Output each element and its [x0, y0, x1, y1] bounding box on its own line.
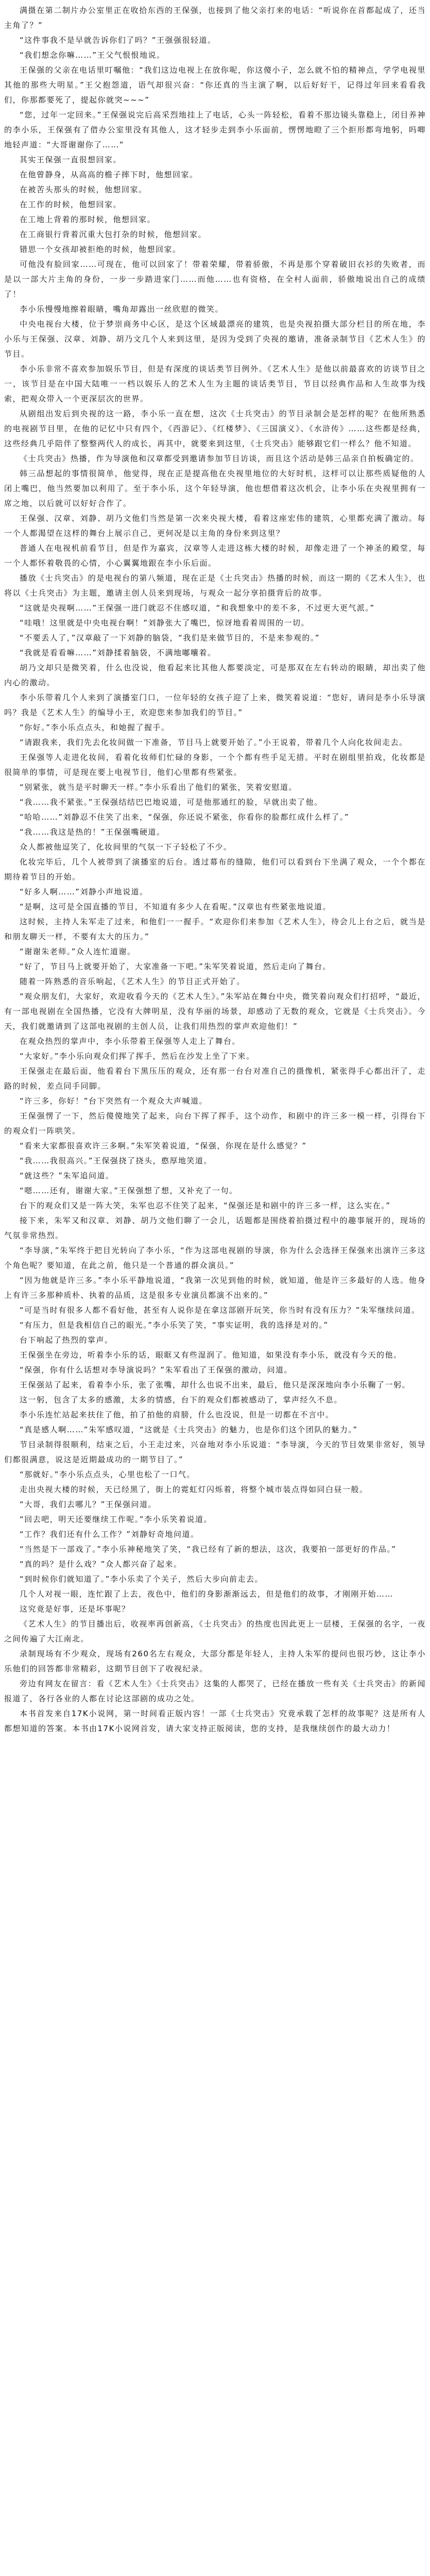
paragraph: “你好。”李小乐点点头，和她握了握手。: [20, 723, 170, 732]
paragraph: “这就是央视啊……”王保强一进门就忍不住感叹道，“和我想象中的差不多，不过更大更气派。”: [20, 603, 375, 613]
paragraph: “我就是看看嘛……”刘静揉着脑袋，不满地嘟囔着。: [20, 648, 216, 657]
paragraph: “我们想念你嘛……”王父气恨恨地说。: [20, 50, 165, 60]
paragraph: “许三多，你好！”台下突然有一个观众大声喊道。: [20, 1096, 208, 1106]
paragraph: “好多人啊……”刘静小声地说道。: [20, 887, 148, 896]
paragraph: 这一躬，包含了太多的感激，太多的情感，台下的观众们都被感动了，掌声经久不息。: [20, 1395, 343, 1404]
paragraph: 在工商银行背着沉重大包打杂的时候，他想回家。: [20, 230, 207, 239]
paragraph: 普通人在电视机前看节目，但是作为嘉宾，汉章等人走进这栋大楼的时候，却像走进了一个神圣的殿堂，每一个人都怀着敬畏的心情，小心翼翼地跟在李小乐后面。: [4, 544, 426, 568]
paragraph: 王保强、汉章、刘静、胡乃文他们当然是第一次来央视大楼，看着这座宏伟的建筑，心里都充满了激动。每一个人都渴望在这样的舞台上展示自己，更何况是以主角的身份来到这里？: [4, 514, 426, 538]
paragraph: 《艺术人生》的节目播出后，收视率再创新高，《士兵突击》的热度也因此更上一层楼，王保强的名字，一夜之间传遍了大江南北。: [4, 1619, 426, 1643]
paragraph: “可是当时有很多人都不看好他，甚至有人说你是在拿这部剧开玩笑，你当时有没有压力？”朱军继续问道。: [20, 1306, 420, 1315]
paragraph: “我……我这是热的！”王保强嘴硬道。: [20, 827, 165, 837]
paragraph: “因为他就是许三多。”李小乐平静地说道，“我第一次见到他的时候，就知道，他是许三多最好的人选。他身上有许三多那种质朴、执着的品质，这是很多专业演员都演不出来的。”: [4, 1276, 426, 1300]
paragraph: 李小乐非常不喜欢参加娱乐节目，但是有深度的谈话类节目例外。《艺术人生》是他以前最喜欢的访谈节目之一，该节目是在中国大陆唯一一档以娱乐人的艺术人生为主题的谈话类节目，节目以经典作品和人生故事为线索，把观众带入一个更深层次的世界。: [4, 364, 426, 403]
paragraph: “当然是下一部戏了。”李小乐神秘地笑了笑，“我已经有了新的想法，这次，我要拍一部更好的作品。”: [20, 1545, 397, 1554]
paragraph: 王保强等人走进化妆间，看着化妆师们忙碌的身影，一个个都有些手足无措。平时在剧组里拍戏，化妆都是很简单的事情，可是现在要上电视节目，他们心里都有些紧张。: [4, 753, 426, 777]
paragraph: “大家好。”李小乐向观众们挥了挥手，然后在沙发上坐了下来。: [20, 1052, 255, 1061]
paragraph: “您，过年一定回来。”王保强说完后高采烈地挂上了电话，心头一阵轻松，看着不那边镜头靠稳上，闭目养神的李小乐，王保强有了借办公室里没有其他人，这才轻步走到李小乐面前，愣愣地瞪了三个拒形都弯地躬，吗唧地轻声道：“大哥谢谢你了……”: [4, 110, 426, 149]
paragraph: 李小乐慢慢地擦着眼睛，嘴角却露出一丝欣慰的微笑。: [20, 304, 224, 314]
paragraph: 这究竟是好事，还是坏事呢？: [20, 1604, 130, 1614]
paragraph: 录制现场有不少观众，现场有260名左右观众，大部分都是年轻人，主持人朱军的提问也很巧妙，这让李小乐他们的回答都非常精彩，这期节目创下了收视纪录。: [4, 1649, 426, 1673]
paragraph: “就这些？”朱军追问道。: [20, 1171, 114, 1180]
paragraph: 王保强的父亲在电话里叮嘱他：“我们这边电视上在放你呢，你这傻小子，怎么就不怕的精神点，学学电视里其他的那些大明星。”王父抱怨道，语气却很兴奋：“你还真的当主演了啊，以后好好干，记得过年回来看看我们，你那都要死了，提起你就突~~~”: [4, 65, 426, 105]
paragraph: 本书首发来自17K小说网，第一时间看正版内容！一部《士兵突击》究竟承载了怎样的故事呢？这是所有人都想知道的答案。本书由17K小说网首发，请大家支持正版阅读，您的支持，是我继续创作的最大动力！: [4, 1709, 426, 1733]
paragraph: 播放《士兵突击》的是电视台的第八频道，现在正是《士兵突击》热播的时候，而这一期的《艺术人生》，也将以《士兵突击》为主题，邀请主创人员来到现场，与观众一起分享拍摄背后的故事。: [4, 573, 426, 598]
paragraph: “有压力，但是我相信自己的眼光。”李小乐笑了笑，“事实证明，我的选择是对的。”: [20, 1320, 329, 1330]
paragraph: 可他没有脸回家……可现在，他可以回家了！带着荣耀，带着骄傲，不再是那个穿着破旧衣衫的失败者，而是以一部大片主角的身份，一步一步踏进家门……而他……也有资格，在全村人面前，骄傲地说出自己的成绩了！: [4, 260, 426, 299]
paragraph: “大哥，我们去哪儿？”王保强问道。: [20, 1500, 157, 1509]
paragraph: “李导演，”朱军终于把目光转向了李小乐，“作为这部电视剧的导演，你为什么会选择王保强来出演许三多这个角色呢？要知道，在此之前，他只是一个普通的群众演员。”: [4, 1246, 426, 1270]
paragraph: “我……我很高兴。”王保强挠了挠头，憨厚地笑道。: [20, 1156, 213, 1165]
paragraph: “观众朋友们，大家好，欢迎收看今天的《艺术人生》。”朱军站在舞台中央，微笑着向观众们打招呼，“最近，有一部电视剧在全国热播，它没有大牌明星，没有华丽的场景，却感动了无数的观众，它就是《士兵突击》。今天，我们就邀请到了这部电视剧的主创人员，让我们用热烈的掌声欢迎他们！”: [4, 992, 426, 1031]
paragraph: “保强，你有什么话想对李导演说吗？”朱军看出了王保强的激动，问道。: [20, 1365, 293, 1375]
paragraph: 台下的观众们又是一阵大笑，朱军也忍不住笑了起来，“保强还是和剧中的许三多一样，这么实在。”: [20, 1201, 391, 1210]
paragraph: 王保强坐在旁边，听着李小乐的话，眼眶又有些湿润了。他知道，如果没有李小乐，就没有今天的他。: [20, 1350, 402, 1360]
paragraph: 韩三品想起的事情很简单，他觉得，现在正是提高他在央视里地位的大好时机，这样可以让那些质疑他的人闭上嘴巴，他当然要加以利用了。至于李小乐，这个年轻导演，他也想借着这次机会，让李小乐在央视里拥有一席之地，以后就可以好好合作了。: [4, 469, 426, 508]
paragraph: “是啊，这可是全国直播的节目，不知道有多少人在看呢。”汉章也有些紧张地说道。: [20, 902, 332, 911]
paragraph: 从剧组出发后到央视的这一路，李小乐一直在想，这次《士兵突击》的节目录制会是怎样的呢？在他所熟悉的电视剧节目里，在他的记忆中只有四个，《西游记》、《红楼梦》、《三国演义》、《水浒传》……这些都是经典，这些经典几乎陪伴了整整两代人的成长，再其中，就要来到这里，《士兵突击》能够跟它们一样么？他不知道。: [4, 409, 426, 448]
paragraph: 中央电视台大楼，位于梦崇商务中心区，是这个区域最漂亮的建筑，也是央视拍摄大部分栏目的所在地，李小乐与王保强、汉章、刘静、胡乃文几个人来到这里，是因为受到了央视的邀请，准备录制节目《艺术人生》的节目。: [4, 319, 426, 359]
paragraph: “嗯……还有，谢谢大家。”王保强想了想，又补充了一句。: [20, 1186, 238, 1195]
paragraph: “好了，节目马上就要开始了，大家准备一下吧。”朱军笑着说道，然后走向了舞台。: [20, 962, 332, 971]
paragraph: “真是感人啊……”朱军感叹道，“这就是《士兵突击》的魅力，也是你们这个团队的魅力。”: [20, 1425, 358, 1434]
paragraph: 在他曾静身，从高高的檐子摔下时，他想回家。: [20, 170, 198, 179]
paragraph: “哈哈……”刘静忍不住笑了出来，“保强，你还说不紧张，你看你的脸都红成什么样了。”: [20, 812, 350, 822]
paragraph: “回去吧，明天还要继续工作呢。”李小乐笑着说道。: [20, 1515, 213, 1524]
paragraph: “看来大家都很喜欢许三多啊。”朱军笑着说道，“保强，你现在是什么感觉？”: [20, 1141, 307, 1150]
paragraph: 《士兵突击》热播，作为导演他和汉章都受到邀请参加节目访谈，而且这个活动是韩三品亲自拍板确定的。: [20, 454, 419, 463]
paragraph: 李小乐带着几个人来到了演播室门口，一位年轻的女孩子迎了上来，微笑着说道：“您好，请问是李小乐导演吗？我是《艺术人生》的编导小王，欢迎您来参加我们的节目。”: [4, 693, 426, 717]
paragraph: 台下响起了热烈的掌声。: [20, 1335, 113, 1345]
paragraph: “请跟我来，我们先去化妆间做一下准备，节目马上就要开始了。”小王说着，带着几个人向化妆间走去。: [20, 738, 408, 747]
paragraph: 其实王保强一直很想回家。: [20, 155, 122, 164]
paragraph: 接下来，朱军又和汉章、刘静、胡乃文他们聊了一会儿，话题都是围绕着拍摄过程中的趣事展开的，现场的气氛非常热烈。: [4, 1216, 426, 1240]
paragraph: 这时候，主持人朱军走了过来，和他们一一握手。“欢迎你们来参加《艺术人生》，待会儿上台之后，就当是和朋友聊天一样，不要有太大的压力。”: [4, 917, 426, 941]
paragraph: 王保强愣了一下，然后傻傻地笑了起来，向台下挥了挥手，这个动作，和剧中的许三多一模一样，引得台下的观众们一阵哄笑。: [4, 1111, 426, 1136]
paragraph: 错思一个女孩却被拒绝的时候，他想回家。: [20, 245, 181, 254]
paragraph: “别紧张，就当是平时聊天一样。”李小乐看出了他们的紧张，笑着安慰道。: [20, 783, 298, 792]
paragraph: “真的吗？是什么戏？”众人都兴奋了起来。: [20, 1560, 182, 1569]
paragraph: 在观众热烈的掌声中，李小乐带着王保强等人走上了舞台。: [20, 1037, 241, 1046]
paragraph: 众人都被他逗笑了，化妆间里的气氛一下子轻松了不少。: [20, 842, 232, 852]
paragraph: 满摄在第二制片办公室里正在收拾东西的王保强，也接到了他父亲打来的电话：“听说你在首都起成了，还当主角了？”: [4, 6, 426, 30]
paragraph: 王保强站了起来，看着李小乐，张了张嘴，却什么也说不出来，最后，他只是深深地向李小乐鞠了一躬。: [20, 1380, 411, 1389]
paragraph: 节目录制得很顺利，结束之后，小王走过来，兴奋地对李小乐说道：“李导演，今天的节目效果非常好，领导们都很满意，说这是近期最成功的一期节目了。”: [4, 1440, 426, 1464]
paragraph: 王保强走在最后面，他看着台下黑压压的观众，还有那一台台对准自己的摄像机，紧张得手心都出汗了，走路的时候，差点同手同脚。: [4, 1066, 426, 1091]
paragraph: “那就好。”李小乐点点头，心里也松了一口气。: [20, 1470, 196, 1479]
paragraph: 几个人对视一眼，连忙跟了上去，夜色中，他们的身影渐渐远去，但是他们的故事，才刚刚开始……: [20, 1589, 394, 1599]
paragraph: “哇哦！这里就是中央电视台啊！”刘静张大了嘴巴，惊讶地看着周围的一切。: [20, 618, 310, 628]
paragraph: 在工地上背着的那时候，他想回家。: [20, 215, 156, 224]
paragraph: 走出央视大楼的时候，天已经黑了，街上的霓虹灯闪烁着，将整个城市装点得如同白昼一般。: [20, 1485, 368, 1494]
paragraph: 随着一阵熟悉的音乐响起，《艺术人生》的节目正式开始了。: [20, 977, 246, 986]
paragraph: 胡乃文却只是微笑着，什么也没说，他看起来比其他人都要淡定，可是那双在左右转动的眼睛，却出卖了他内心的激动。: [4, 663, 426, 687]
paragraph: “我……我不紧张。”王保强结结巴巴地说道，可是他那通红的脸，早就出卖了他。: [20, 798, 323, 807]
paragraph: “这件事我不是早就告诉你们了吗？”王强强很轻道。: [20, 36, 216, 45]
paragraph: 化妆完毕后，几个人被带到了演播室的后台。透过幕布的缝隙，他们可以看到台下坐满了观众，一个个都在期待着节目的开始。: [4, 857, 426, 882]
paragraph: 在被苦头那头的时候，他想回家。: [20, 185, 147, 194]
paragraph: “谢谢朱老师。”众人连忙道谢。: [20, 947, 136, 956]
paragraph: 在工作的时候，他想回家。: [20, 200, 122, 209]
paragraph: “到时候你们就知道了。”李小乐卖了个关子，然后大步向前走去。: [20, 1574, 264, 1584]
paragraph: 旁边有网友在留言：看《艺术人生》《士兵突击》这集的人都哭了，已经在播放一些有关《士兵突击》的新闻报道了，各行各业的人都在讨论这部剧的成功之处。: [4, 1679, 426, 1703]
paragraph: “不要丢人了，”汉章敲了一下刘静的脑袋，“我们是来做节目的，不是来参观的。”: [20, 633, 320, 642]
paragraph: “工作？我们还有什么工作？”刘静好奇地问道。: [20, 1530, 199, 1539]
paragraph: 李小乐连忙站起来扶住了他，拍了拍他的肩膀，什么也没说，但是一切都在不言中。: [20, 1410, 334, 1419]
